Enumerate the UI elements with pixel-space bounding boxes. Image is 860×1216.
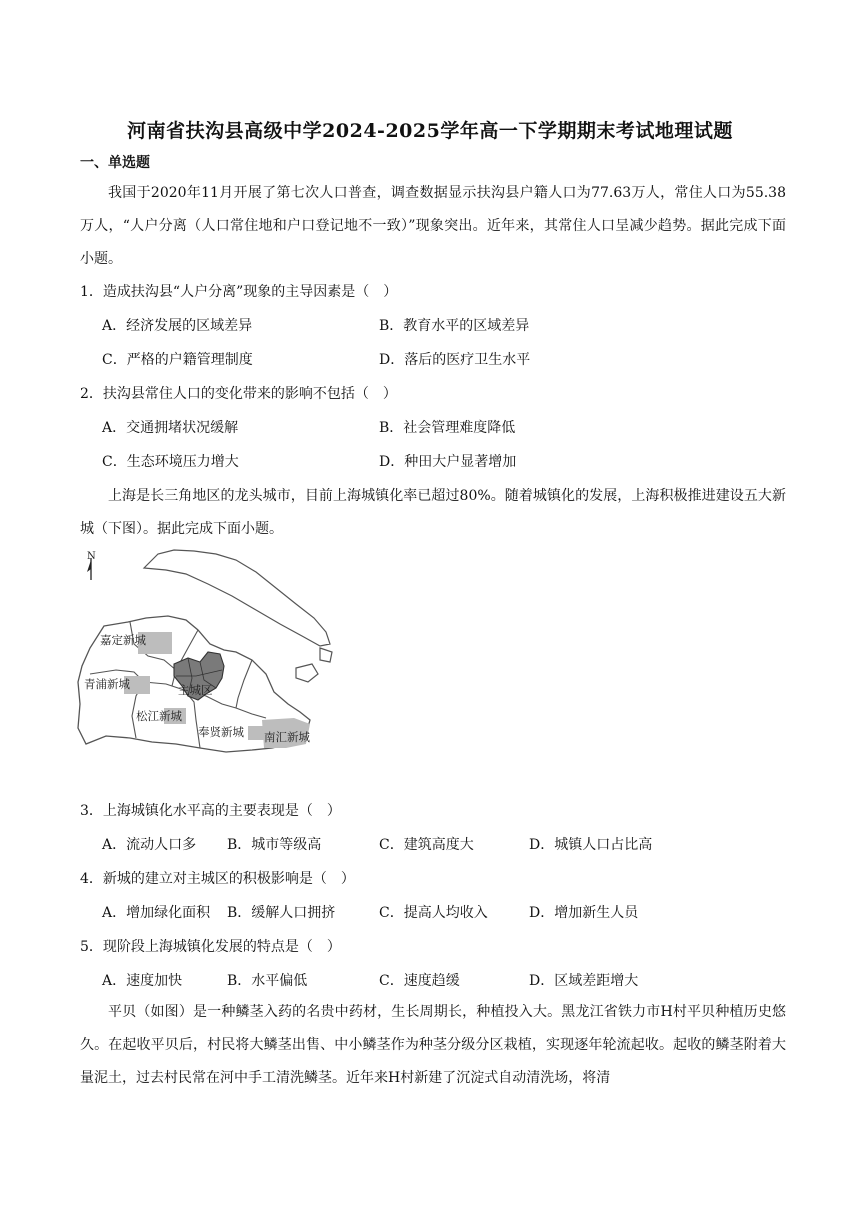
label-jiading: 嘉定新城 <box>100 633 146 647</box>
passage-1: 我国于2020年11月开展了第七次人口普查，调查数据显示扶沟县户籍人口为77.63万人，常住人口为55.38万人，“人户分离（人口常住地和户口登记地不一致）”现象突出。近年来，其常住人口呈减少趋势。据此完成下面小题。 <box>80 185 786 267</box>
passage-2: 上海是长三角地区的龙头城市，目前上海城镇化率已超过80%。随着城镇化的发展，上海积极推进建设五大新城（下图）。据此完成下面小题。 <box>80 488 786 537</box>
question-5-option-a: A．速度加快 <box>102 973 183 989</box>
question-3-option-a: A．流动人口多 <box>102 837 197 853</box>
section-heading: 一、单选题 <box>80 155 150 171</box>
question-4-stem: 4．新城的建立对主城区的积极影响是（ ） <box>80 871 355 887</box>
question-4-option-a: A．增加绿化面积 <box>102 905 211 921</box>
question-1-option-c: C．严格的户籍管理制度 <box>102 352 253 368</box>
exam-title: 河南省扶沟县高级中学2024-2025学年高一下学期期末考试地理试题 <box>127 120 733 142</box>
question-4-option-c: C．提高人均收入 <box>379 905 488 921</box>
passage-3: 平贝（如图）是一种鳞茎入药的名贵中药材，生长周期长，种植投入大。黑龙江省铁力市H村平贝种植历史悠久。在起收平贝后，村民将大鳞茎出售、中小鳞茎作为种茎分级分区栽植，实现逐年轮流起收。起收的鳞茎附着大量泥土，过去村民常在河中手工清洗鳞茎。近年来H村新建了沉淀式自动清洗场，将清 <box>80 1004 786 1086</box>
island-shape <box>296 664 318 682</box>
question-2-option-d: D．种田大户显著增加 <box>379 454 517 470</box>
question-2-option-c: C．生态环境压力增大 <box>102 454 239 470</box>
question-2-stem: 2．扶沟县常住人口的变化带来的影响不包括（ ） <box>80 386 397 402</box>
question-3-stem: 3．上海城镇化水平高的主要表现是（ ） <box>80 803 341 819</box>
question-4-option-b: B．缓解人口拥挤 <box>227 905 336 921</box>
question-2-option-b: B．社会管理难度降低 <box>379 420 516 436</box>
question-4-option-d: D．增加新生人员 <box>529 905 639 921</box>
shanghai-new-towns-map <box>76 548 338 760</box>
label-qingpu: 青浦新城 <box>84 677 130 691</box>
question-5-option-d: D．区域差距增大 <box>529 973 639 989</box>
question-2-option-a: A．交通拥堵状况缓解 <box>102 420 239 436</box>
label-nanhui: 南汇新城 <box>264 730 310 744</box>
question-3-option-d: D．城镇人口占比高 <box>529 837 653 853</box>
question-3-option-b: B．城市等级高 <box>227 837 322 853</box>
question-1-option-b: B．教育水平的区域差异 <box>379 318 530 334</box>
question-5-stem: 5．现阶段上海城镇化发展的特点是（ ） <box>80 939 341 955</box>
question-1-option-d: D．落后的医疗卫生水平 <box>379 352 531 368</box>
question-1-option-a: A．经济发展的区域差异 <box>102 318 253 334</box>
question-1-stem: 1．造成扶沟县“人户分离”现象的主导因素是（ ） <box>80 284 398 300</box>
label-songjiang: 松江新城 <box>136 709 182 723</box>
label-fengxian: 奉贤新城 <box>198 725 244 739</box>
island-shape-small <box>320 648 332 662</box>
question-5-option-c: C．速度趋缓 <box>379 973 460 989</box>
question-3-option-c: C．建筑高度大 <box>379 837 474 853</box>
label-zhucheng: 主城区 <box>178 683 213 697</box>
north-label: N <box>87 551 96 562</box>
question-5-option-b: B．水平偏低 <box>227 973 308 989</box>
